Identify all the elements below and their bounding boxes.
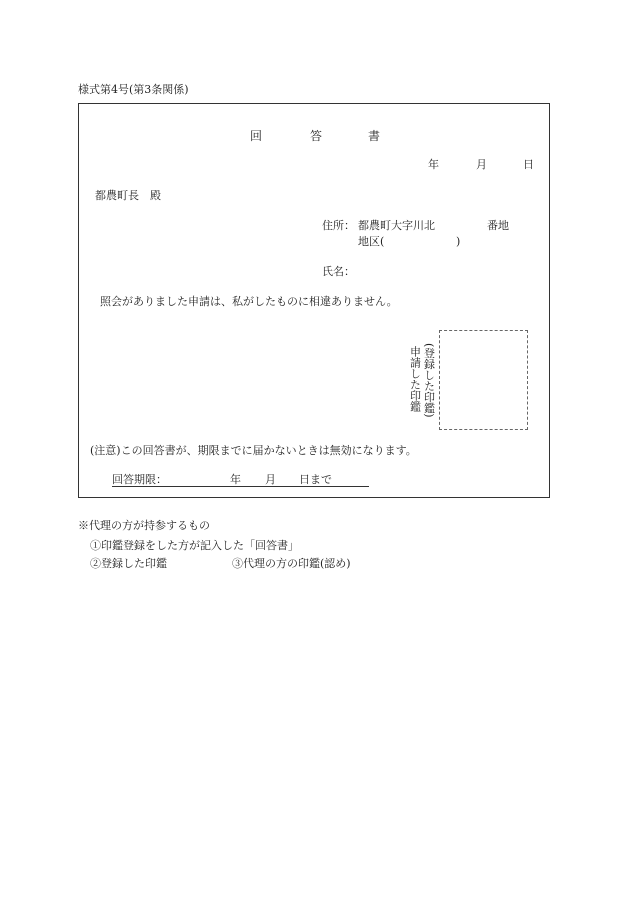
- deadline-underline: [112, 486, 369, 487]
- date-day: 日: [523, 158, 534, 171]
- date-month: 月: [476, 158, 487, 171]
- seal-label-registered: (登録した印鑑): [422, 343, 436, 418]
- footer-item-2: ②登録した印鑑: [90, 557, 167, 570]
- title-char-3: 書: [368, 129, 381, 143]
- title-char-1: 回: [250, 129, 263, 143]
- date-year: 年: [428, 158, 439, 171]
- address-line1: 都農町大字川北: [358, 219, 435, 232]
- title-char-2: 答: [310, 129, 323, 143]
- deadline-day: 日まで: [299, 473, 332, 486]
- statement: 照会がありました申請は、私がしたものに相違ありません。: [100, 295, 398, 308]
- address-label: 住所：: [322, 219, 355, 232]
- address-banchi: 番地: [487, 219, 509, 232]
- seal-label-applied: 申請した印鑑: [408, 346, 422, 412]
- address-district-prefix: 地区(: [358, 235, 385, 248]
- footer-item-1: ①印鑑登録をした方が記入した「回答書」: [90, 539, 299, 552]
- seal-stamp-box: [439, 330, 528, 430]
- deadline-month: 月: [265, 473, 276, 486]
- deadline-year: 年: [230, 473, 241, 486]
- form-number: 様式第4号(第3条関係): [78, 83, 189, 96]
- footer-item-3: ③代理の方の印鑑(認め): [232, 557, 351, 570]
- address-district-suffix: ): [456, 235, 461, 248]
- addressee: 都農町長 殿: [95, 189, 161, 202]
- footer-heading: ※代理の方が持参するもの: [78, 519, 210, 532]
- deadline-label: 回答期限：: [112, 473, 167, 486]
- name-label: 氏名：: [322, 265, 355, 278]
- notice: (注意)この回答書が、期限までに届かないときは無効になります。: [90, 444, 417, 457]
- form-title: [250, 130, 262, 142]
